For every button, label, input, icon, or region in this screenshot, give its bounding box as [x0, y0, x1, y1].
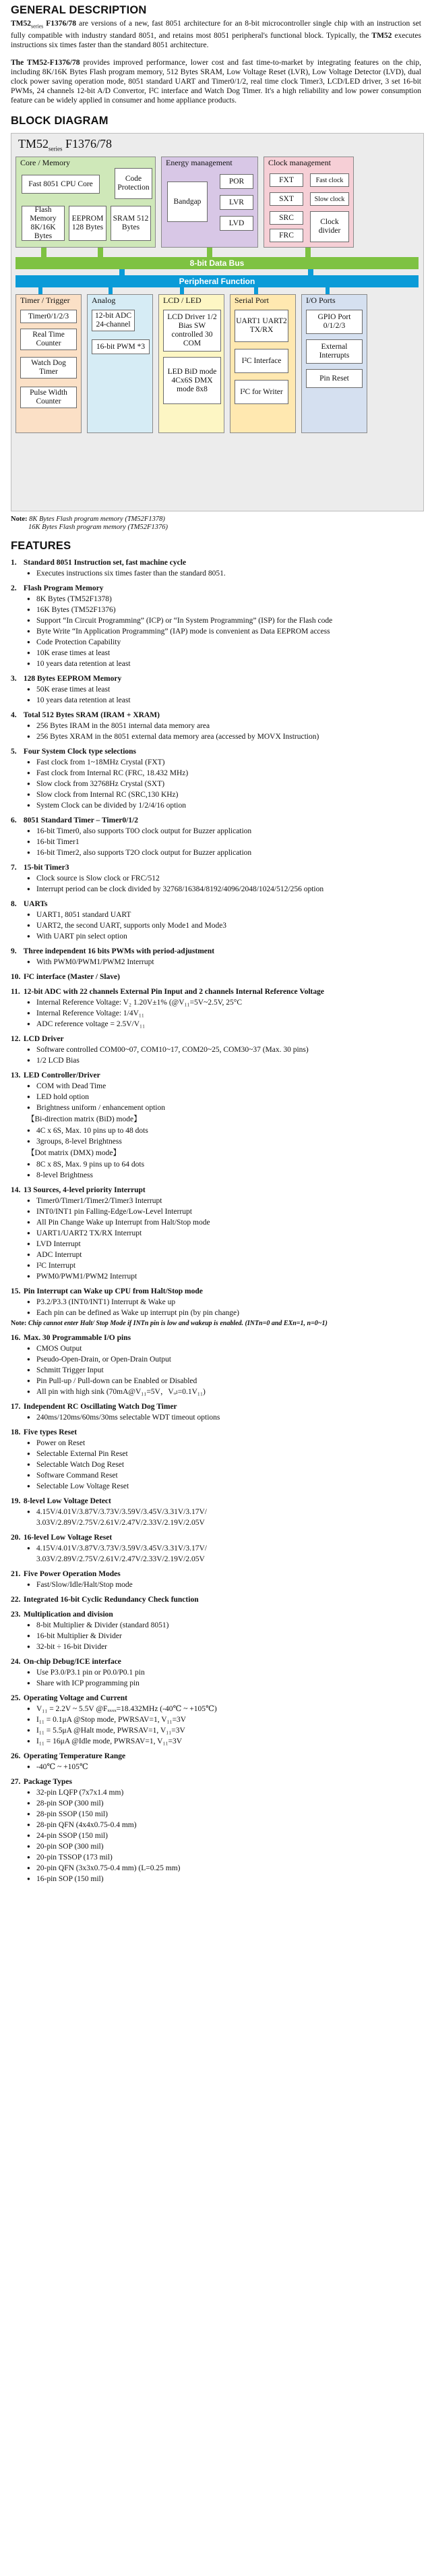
feature-title: Operating Voltage and Current — [22, 1694, 127, 1703]
energy-group — [161, 157, 258, 248]
code-protection: Code Protection — [115, 168, 152, 199]
feature-number: 25. — [11, 1694, 21, 1703]
feature-number: 19. — [11, 1497, 21, 1506]
feature-number: 14. — [11, 1186, 21, 1195]
feature-number: 21. — [11, 1570, 21, 1579]
feature-sub-item: ● 16-bit Timer0, also supports T0O clock output for Buzzer application — [27, 827, 421, 836]
feature-sub-list — [11, 1082, 421, 1113]
feature-sub-item: ● 28-pin QFN (4x4x0.75-0.4 mm) — [27, 1820, 421, 1830]
feature-item — [11, 747, 421, 810]
note-text: Chip cannot enter Halt/ Stop Mode if INTn pin is low and wakeup is enabled. (INTn=0 and EXn=1, n=0~1) — [28, 1320, 328, 1328]
chip-title — [18, 137, 112, 152]
diagram-note — [11, 515, 421, 532]
pulse-width-counter: Pulse Width Counter — [20, 387, 77, 408]
eeprom: EEPROM 128 Bytes — [69, 206, 106, 241]
note-label: Note: — [11, 1320, 28, 1328]
feature-sub-item: ● 4C x 6S, Max. 10 pins up to 48 dots — [27, 1126, 421, 1136]
product-name-2: TM52 — [371, 32, 392, 40]
feature-title: Four System Clock type selections — [22, 748, 137, 756]
feature-sub-item: ● Executes instructions six times faster than the standard 8051. — [27, 569, 421, 578]
feature-title: 128 Bytes EEPROM Memory — [22, 675, 122, 683]
adc: 12-bit ADC 24-channel — [92, 310, 135, 331]
feature-number: 10. — [11, 973, 21, 982]
i2c-writer: I²C for Writer — [235, 380, 288, 404]
feature-item — [11, 1333, 421, 1397]
feature-sub-item: ● Slow clock from Internal RC (SRC,130 KHz) — [27, 790, 421, 800]
feature-sub-item: ● Selectable Low Voltage Reset — [27, 1482, 421, 1491]
feature-sub-item: ● UART1, 8051 standard UART — [27, 910, 421, 920]
feature-title: Five Power Operation Modes — [22, 1570, 121, 1579]
feature-title: Max. 30 Programmable I/O pins — [22, 1334, 131, 1343]
io-title: I/O Ports — [306, 296, 336, 306]
feature-item — [11, 1752, 421, 1772]
feature-sub-list — [11, 1704, 421, 1746]
data-bus: 8-bit Data Bus — [16, 257, 419, 269]
feature-number: 13. — [11, 1071, 21, 1080]
feature-sub-item: ● Fast/Slow/Idle/Halt/Stop mode — [27, 1580, 421, 1590]
feature-sub-item: ● 1/2 LCD Bias — [27, 1056, 421, 1065]
feature-title: UARTs — [22, 900, 48, 909]
feature-item — [11, 863, 421, 894]
lcd-led-title: LCD / LED — [163, 296, 202, 306]
feature-15-note — [11, 1320, 421, 1328]
features-list — [11, 558, 421, 1884]
feature-item — [11, 1402, 421, 1422]
general-description-heading: GENERAL DESCRIPTION — [11, 4, 147, 16]
feature-sub-item: ● Internal Reference Voltage: V₂ 1.20V±1% (@V₁₁=5V~2.5V, 25°C — [27, 998, 421, 1007]
clock-title: Clock management — [268, 158, 331, 168]
clock-group — [264, 157, 354, 248]
feature-item — [11, 1071, 421, 1113]
cpu-core: Fast 8051 CPU Core — [22, 175, 100, 194]
frc: FRC — [270, 229, 303, 242]
block-diagram-heading: BLOCK DIAGRAM — [11, 115, 109, 128]
feature-number: 6. — [11, 816, 17, 825]
note-line-1: 8K Bytes Flash program memory (TM52F1378) — [29, 515, 165, 524]
feature-title: Pin Interrupt can Wake up CPU from Halt/Stop mode — [22, 1287, 203, 1296]
general-paragraph-1 — [11, 19, 421, 50]
lvd: LVD — [220, 216, 253, 231]
feature-number: 12. — [11, 1035, 21, 1044]
feature-title: 13 Sources, 4-level priority Interrupt — [22, 1186, 146, 1195]
feature-title: I²C interface (Master / Slave) — [22, 973, 120, 982]
feature-item — [11, 1496, 421, 1528]
feature-sub-item: ● Code Protection Capability — [27, 638, 421, 647]
note-label: Note: — [11, 515, 28, 524]
led-mode-label: 【Dot matrix (DMX) mode】 — [27, 1149, 121, 1158]
feature-sub-item: ● COM with Dead Time — [27, 1082, 421, 1091]
feature-sub-item: 3.03V/2.89V/2.75V/2.61V/2.47V/2.33V/2.19V/2.05V — [36, 1519, 205, 1528]
timer-group — [16, 294, 82, 433]
feature-sub-item: ● Schmitt Trigger Input — [27, 1366, 421, 1375]
feature-title: 8-level Low Voltage Detect — [22, 1497, 111, 1506]
feature-sub-item: ● System Clock can be divided by 1/2/4/16 option — [27, 801, 421, 810]
feature-title: LCD Driver — [22, 1035, 64, 1044]
feature-item — [11, 1610, 421, 1652]
feature-sub-item: ● Byte Write “In Application Programming” (IAP) mode is convenient as Data EEPROM access — [27, 627, 421, 636]
watch-dog-timer: Watch Dog Timer — [20, 357, 77, 379]
feature-sub-item: ● 3groups, 8-level Brightness — [27, 1137, 421, 1146]
feature-title: Five types Reset — [22, 1428, 78, 1437]
feature-sub-list — [11, 1196, 421, 1281]
feature-sub-item: ● Share with ICP programming pin — [27, 1679, 421, 1688]
feature-title: Flash Program Memory — [22, 584, 104, 593]
feature-sub-item: ● ADC Interrupt — [27, 1250, 421, 1260]
feature-item — [11, 899, 421, 941]
real-time-counter: Real Time Counter — [20, 329, 77, 350]
feature-number: 23. — [11, 1611, 21, 1619]
feature-number: 5. — [11, 748, 17, 756]
flash-memory: Flash Memory 8K/16K Bytes — [22, 206, 65, 241]
feature-item — [11, 1595, 421, 1604]
feature-item — [11, 674, 421, 705]
feature-sub-item: ● 8K Bytes (TM52F1378) — [27, 594, 421, 604]
feature-number: 17. — [11, 1403, 21, 1411]
feature-sub-list — [11, 685, 421, 705]
feature-sub-list — [11, 1668, 421, 1688]
feature-sub-item: ● Slow clock from 32768Hz Crystal (SXT) — [27, 779, 421, 789]
feature-sub-item: ● 16-pin SOP (150 mil) — [27, 1874, 421, 1884]
feature-title: Operating Temperature Range — [22, 1752, 126, 1761]
feature-sub-item: ● 28-pin SSOP (150 mil) — [27, 1810, 421, 1819]
feature-sub-item: ● Use P3.0/P3.1 pin or P0.0/P0.1 pin — [27, 1668, 421, 1677]
feature-item — [11, 1185, 421, 1281]
feature-sub-item: ● Support “In Circuit Programming” (ICP) or “In System Programming” (ISP) for the Flash code — [27, 616, 421, 625]
feature-title: 12-bit ADC with 22 channels External Pin Input and 2 channels Internal Reference Voltage — [22, 988, 324, 997]
lcd-led-group — [158, 294, 224, 433]
sram: SRAM 512 Bytes — [111, 206, 151, 241]
feature-title: On-chip Debug/ICE interface — [22, 1658, 121, 1667]
analog-group — [87, 294, 153, 433]
chip-model: F1376/78 — [62, 137, 113, 151]
feature-sub-item: ● Fast clock from Internal RC (FRC, 18.432 MHz) — [27, 768, 421, 778]
feature-sub-list — [11, 1788, 421, 1884]
por: POR — [220, 174, 253, 189]
feature-sub-item: ● P3.2/P3.3 (INT0/INT1) Interrupt & Wake up — [27, 1297, 421, 1307]
clock-divider: Clock divider — [310, 211, 349, 242]
feature-item — [11, 816, 421, 858]
connector — [254, 287, 258, 294]
feature-sub-list — [11, 874, 421, 894]
feature-number: 26. — [11, 1752, 21, 1761]
feature-sub-item: ● Timer0/Timer1/Timer2/Timer3 Interrupt — [27, 1196, 421, 1206]
feature-title: Integrated 16-bit Cyclic Redundancy Check function — [22, 1596, 199, 1604]
lcd-driver: LCD Driver 1/2 Bias SW controlled 30 COM — [163, 310, 221, 352]
product-series: series — [31, 23, 44, 30]
feature-item — [11, 584, 421, 669]
feature-title: Standard 8051 Instruction set, fast machine cycle — [22, 559, 187, 567]
feature-item — [11, 1777, 421, 1884]
feature-sub-item: ● INT0/INT1 pin Falling-Edge/Low-Level Interrupt — [27, 1207, 421, 1216]
connector — [180, 287, 184, 294]
feature-title: LED Controller/Driver — [22, 1071, 100, 1080]
feature-sub-item: ● Software controlled COM00~07, COM10~17, COM20~25, COM30~37 (Max. 30 pins) — [27, 1045, 421, 1055]
feature-number: 2. — [11, 584, 17, 593]
feature-sub-item: ● PWM0/PWM1/PWM2 Interrupt — [27, 1272, 421, 1281]
fast-clock: Fast clock — [310, 173, 349, 187]
feature-sub-item: ● 4.15V/4.01V/3.87V/3.73V/3.59V/3.45V/3.31V/3.17V/ — [27, 1507, 421, 1517]
feature-sub-item: ● 32-bit ÷ 16-bit Divider — [27, 1642, 421, 1652]
feature-sub-item: ● 20-pin SOP (300 mil) — [27, 1842, 421, 1851]
feature-number: 16. — [11, 1334, 21, 1343]
feature-title: Total 512 Bytes SRAM (IRAM + XRAM) — [22, 711, 160, 720]
feature-item — [11, 1034, 421, 1065]
feature-sub-item: ● 8-level Brightness — [27, 1171, 421, 1180]
product-name: TM52 — [11, 20, 32, 28]
feature-item — [11, 972, 421, 982]
connector — [41, 248, 47, 257]
feature-title: Multiplication and division — [22, 1611, 113, 1619]
feature-sub-list — [11, 998, 421, 1029]
p2-text: provides improved performance, lower cost and fast time-to-market by integrating features on the chip, including 8K/16K Bytes Flash program memory, 512 Bytes SRAM, Low Voltage Reset (LVR), Low Voltage Detector (LVD), dual clock power saving operation mode, 8051 standard UART and Timer0/1/2, real time clock Timer3, LCD/LED driver, 3 set 16-bit PWMs, 24 channels 12-bit A/D Convertor, I²C interface and Watch Dog Timer. It's a high reliability and low power consumption feature can be widely applied in consumer and home appliance products. — [11, 59, 421, 105]
feature-sub-item: ● Pin Pull-up / Pull-down can be Enabled or Disabled — [27, 1376, 421, 1386]
block-diagram — [11, 133, 424, 511]
connector — [98, 248, 103, 257]
chip-name: TM52 — [18, 137, 49, 151]
feature-item — [11, 1693, 421, 1746]
fxt: FXT — [270, 173, 303, 187]
feature-sub-item: ● Each pin can be defined as Wake up interrupt pin (by pin change) — [27, 1308, 421, 1318]
feature-title: 15-bit Timer3 — [22, 864, 69, 872]
connector — [326, 287, 330, 294]
feature-sub-list — [11, 721, 421, 741]
feature-sub-item: ● I₁₁ = 16μA @Idle mode, PWRSAV=1, V₁₁=3V — [27, 1737, 421, 1746]
serial-group — [230, 294, 296, 433]
feature-number: 3. — [11, 675, 17, 683]
feature-sub-item: ● All pin with high sink (70mA@V₁₁=5V，Vₒₗ=0.1V₁₁) — [27, 1387, 421, 1397]
led-mode-label: 【Bi-direction matrix (BiD) mode】 — [27, 1115, 142, 1124]
feature-sub-item: ● Power on Reset — [27, 1438, 421, 1448]
feature-sub-list — [11, 1621, 421, 1652]
feature-sub-list — [11, 1344, 421, 1397]
feature-title: 8051 Standard Timer – Timer0/1/2 — [22, 816, 139, 825]
sxt: SXT — [270, 192, 303, 206]
chip-series: series — [49, 145, 63, 152]
feature-sub-item: ● LED hold option — [27, 1092, 421, 1102]
feature-number: 20. — [11, 1534, 21, 1542]
led-mode-list — [11, 1115, 421, 1180]
led-driver: LED BiD mode 4Cx6S DMX mode 8x8 — [163, 357, 221, 404]
general-paragraph-2 — [11, 58, 421, 105]
feature-number: 7. — [11, 864, 17, 872]
pin-reset: Pin Reset — [306, 369, 363, 388]
core-memory-title: Core / Memory — [20, 158, 70, 168]
feature-sub-item: ● I₁₁ = 0.1μA @Stop mode, PWRSAV=1, V₁₁=3V — [27, 1715, 421, 1725]
feature-sub-item: ● 50K erase times at least — [27, 685, 421, 694]
feature-number: 22. — [11, 1596, 21, 1604]
feature-number: 11. — [11, 988, 20, 997]
connector — [119, 269, 125, 275]
feature-sub-item: ● 4.15V/4.01V/3.87V/3.73V/3.59V/3.45V/3.31V/3.17V/ — [27, 1544, 421, 1553]
feature-sub-item: ● 8-bit Multiplier & Divider (standard 8051) — [27, 1621, 421, 1630]
feature-title: Independent RC Oscillating Watch Dog Timer — [22, 1403, 177, 1411]
connector — [109, 287, 113, 294]
product-model: F1376/78 — [46, 20, 76, 28]
feature-sub-list — [11, 957, 421, 967]
feature-sub-item: ● Selectable External Pin Reset — [27, 1449, 421, 1459]
feature-sub-item: ● Interrupt period can be clock divided by 32768/16384/8192/4096/2048/1024/512/256 option — [27, 885, 421, 894]
feature-sub-item: ● UART1/UART2 TX/RX Interrupt — [27, 1229, 421, 1238]
feature-sub-list — [11, 594, 421, 669]
feature-sub-item: ● -40℃ ~ +105℃ — [27, 1762, 421, 1772]
feature-sub-list — [11, 758, 421, 810]
pwm: 16-bit PWM *3 — [92, 339, 150, 354]
feature-sub-item: ● 24-pin SSOP (150 mil) — [27, 1831, 421, 1841]
feature-item — [11, 558, 421, 578]
feature-title: 16-level Low Voltage Reset — [22, 1534, 113, 1542]
bandgap: Bandgap — [167, 181, 208, 222]
feature-sub-item: ● 16-bit Timer2, also supports T2O clock output for Buzzer application — [27, 848, 421, 858]
feature-sub-item: ● 256 Bytes XRAM in the 8051 external data memory area (accessed by MOVX Instruction) — [27, 732, 421, 741]
feature-sub-item: ● Software Command Reset — [27, 1471, 421, 1480]
external-interrupts: External Interrupts — [306, 339, 363, 364]
feature-sub-item: ● 32-pin LQFP (7x7x1.4 mm) — [27, 1788, 421, 1797]
feature-sub-item: ● I₁₁ = 5.5μA @Halt mode, PWRSAV=1, V₁₁=3V — [27, 1726, 421, 1735]
feature-sub-list — [11, 569, 421, 578]
feature-number: 27. — [11, 1778, 21, 1787]
feature-number: 4. — [11, 711, 17, 720]
peripheral-bus: Peripheral Function — [16, 275, 419, 287]
feature-sub-list — [11, 1507, 421, 1528]
feature-item — [11, 1569, 421, 1590]
feature-sub-list — [11, 1438, 421, 1491]
features-heading: FEATURES — [11, 540, 71, 553]
p2-bold: The TM52-F1376/78 — [11, 59, 80, 67]
feature-sub-item: ● ADC reference voltage = 2.5V/V₁₁ — [27, 1019, 421, 1029]
feature-sub-item: ● 10K erase times at least — [27, 648, 421, 658]
general-text-b: executes instructions six times faster than the standard 8051 architecture. — [11, 32, 421, 50]
connector — [38, 287, 42, 294]
feature-item — [11, 710, 421, 741]
feature-number: 9. — [11, 947, 17, 956]
feature-sub-item: ● LVD Interrupt — [27, 1239, 421, 1249]
feature-number: 8. — [11, 900, 17, 909]
feature-sub-list — [11, 910, 421, 941]
feature-sub-item: ● 16-bit Multiplier & Divider — [27, 1631, 421, 1641]
feature-sub-item: ● With UART pin select option — [27, 932, 421, 941]
feature-sub-item: ● 16K Bytes (TM52F1376) — [27, 605, 421, 615]
feature-sub-item: ● UART2, the second UART, supports only Mode1 and Mode3 — [27, 921, 421, 930]
feature-sub-item: ● Brightness uniform / enhancement option — [27, 1103, 421, 1113]
lvr: LVR — [220, 195, 253, 210]
feature-item — [11, 1287, 421, 1318]
feature-sub-item: ● Internal Reference Voltage: 1/4V₁₁ — [27, 1009, 421, 1018]
feature-sub-item: ● 20-pin QFN (3x3x0.75-0.4 mm) (L=0.25 mm) — [27, 1864, 421, 1873]
feature-sub-item: ● All Pin Change Wake up Interrupt from Halt/Stop mode — [27, 1218, 421, 1227]
connector — [207, 248, 212, 257]
feature-sub-list — [11, 1580, 421, 1590]
feature-sub-item: ● Pseudo-Open-Drain, or Open-Drain Output — [27, 1355, 421, 1364]
uart: UART1 UART2 TX/RX — [235, 310, 288, 342]
feature-item — [11, 1533, 421, 1564]
feature-number: 24. — [11, 1658, 21, 1667]
feature-sub-item: ● V₁₁ = 2.2V ~ 5.5V @Fₓₓₓₓ=18.432MHz (-40℃ ~ +105℃) — [27, 1704, 421, 1714]
connector — [305, 248, 311, 257]
feature-item — [11, 987, 421, 1029]
feature-sub-item: 3.03V/2.89V/2.75V/2.61V/2.47V/2.33V/2.19V/2.05V — [36, 1555, 205, 1564]
core-memory-group — [16, 157, 156, 248]
feature-sub-list — [11, 1045, 421, 1065]
timer-title: Timer / Trigger — [20, 296, 70, 306]
feature-sub-item: ● I²C Interrupt — [27, 1261, 421, 1270]
note-line-2: 16K Bytes Flash program memory (TM52F1376) — [28, 524, 168, 532]
feature-sub-item: ● 28-pin SOP (300 mil) — [27, 1799, 421, 1808]
energy-title: Energy management — [166, 158, 233, 168]
feature-sub-list — [11, 827, 421, 858]
feature-sub-item: ● Fast clock from 1~18MHz Crystal (FXT) — [27, 758, 421, 767]
feature-item — [11, 1657, 421, 1688]
feature-title: Package Types — [22, 1778, 72, 1787]
timer-0123: Timer0/1/2/3 — [20, 310, 77, 323]
slow-clock: Slow clock — [310, 192, 349, 206]
feature-sub-item: ● 10 years data retention at least — [27, 659, 421, 669]
feature-sub-list — [11, 1413, 421, 1422]
feature-sub-list — [11, 1544, 421, 1564]
serial-title: Serial Port — [235, 296, 269, 306]
connector — [308, 269, 313, 275]
io-group — [301, 294, 367, 433]
led-mode-holder — [11, 1115, 421, 1180]
feature-sub-item: ● CMOS Output — [27, 1344, 421, 1353]
general-text-a: are versions of a new, fast 8051 architecture for an 8-bit microcontroller single chip with an instruction set fully compatible with industry standard 8051, and retains most 8051 peripheral's functional block. Typically, the — [11, 20, 421, 40]
feature-number: 1. — [11, 559, 17, 567]
feature-sub-list — [11, 1762, 421, 1772]
feature-sub-item: ● 20-pin TSSOP (173 mil) — [27, 1853, 421, 1862]
note-holder — [11, 1320, 421, 1328]
analog-title: Analog — [92, 296, 116, 306]
src: SRC — [270, 211, 303, 225]
feature-item — [11, 947, 421, 967]
feature-title: Three independent 16 bits PWMs with period-adjustment — [22, 947, 215, 956]
feature-sub-list — [11, 1297, 421, 1318]
feature-sub-item: ● 10 years data retention at least — [27, 696, 421, 705]
feature-sub-item: ● 16-bit Timer1 — [27, 837, 421, 847]
feature-sub-item: ● With PWM0/PWM1/PWM2 Interrupt — [27, 957, 421, 967]
feature-sub-item: ● 8C x 8S, Max. 9 pins up to 64 dots — [27, 1160, 421, 1169]
feature-sub-item: ● Selectable Watch Dog Reset — [27, 1460, 421, 1469]
feature-sub-item: ● Clock source is Slow clock or FRC/512 — [27, 874, 421, 883]
feature-sub-item: ● 256 Bytes IRAM in the 8051 internal data memory area — [27, 721, 421, 731]
gpio: GPIO Port 0/1/2/3 — [306, 310, 363, 334]
feature-number: 15. — [11, 1287, 21, 1296]
feature-sub-item: ● 240ms/120ms/60ms/30ms selectable WDT timeout options — [27, 1413, 421, 1422]
i2c-interface: I²C Interface — [235, 349, 288, 373]
feature-number: 18. — [11, 1428, 21, 1437]
feature-item — [11, 1428, 421, 1491]
